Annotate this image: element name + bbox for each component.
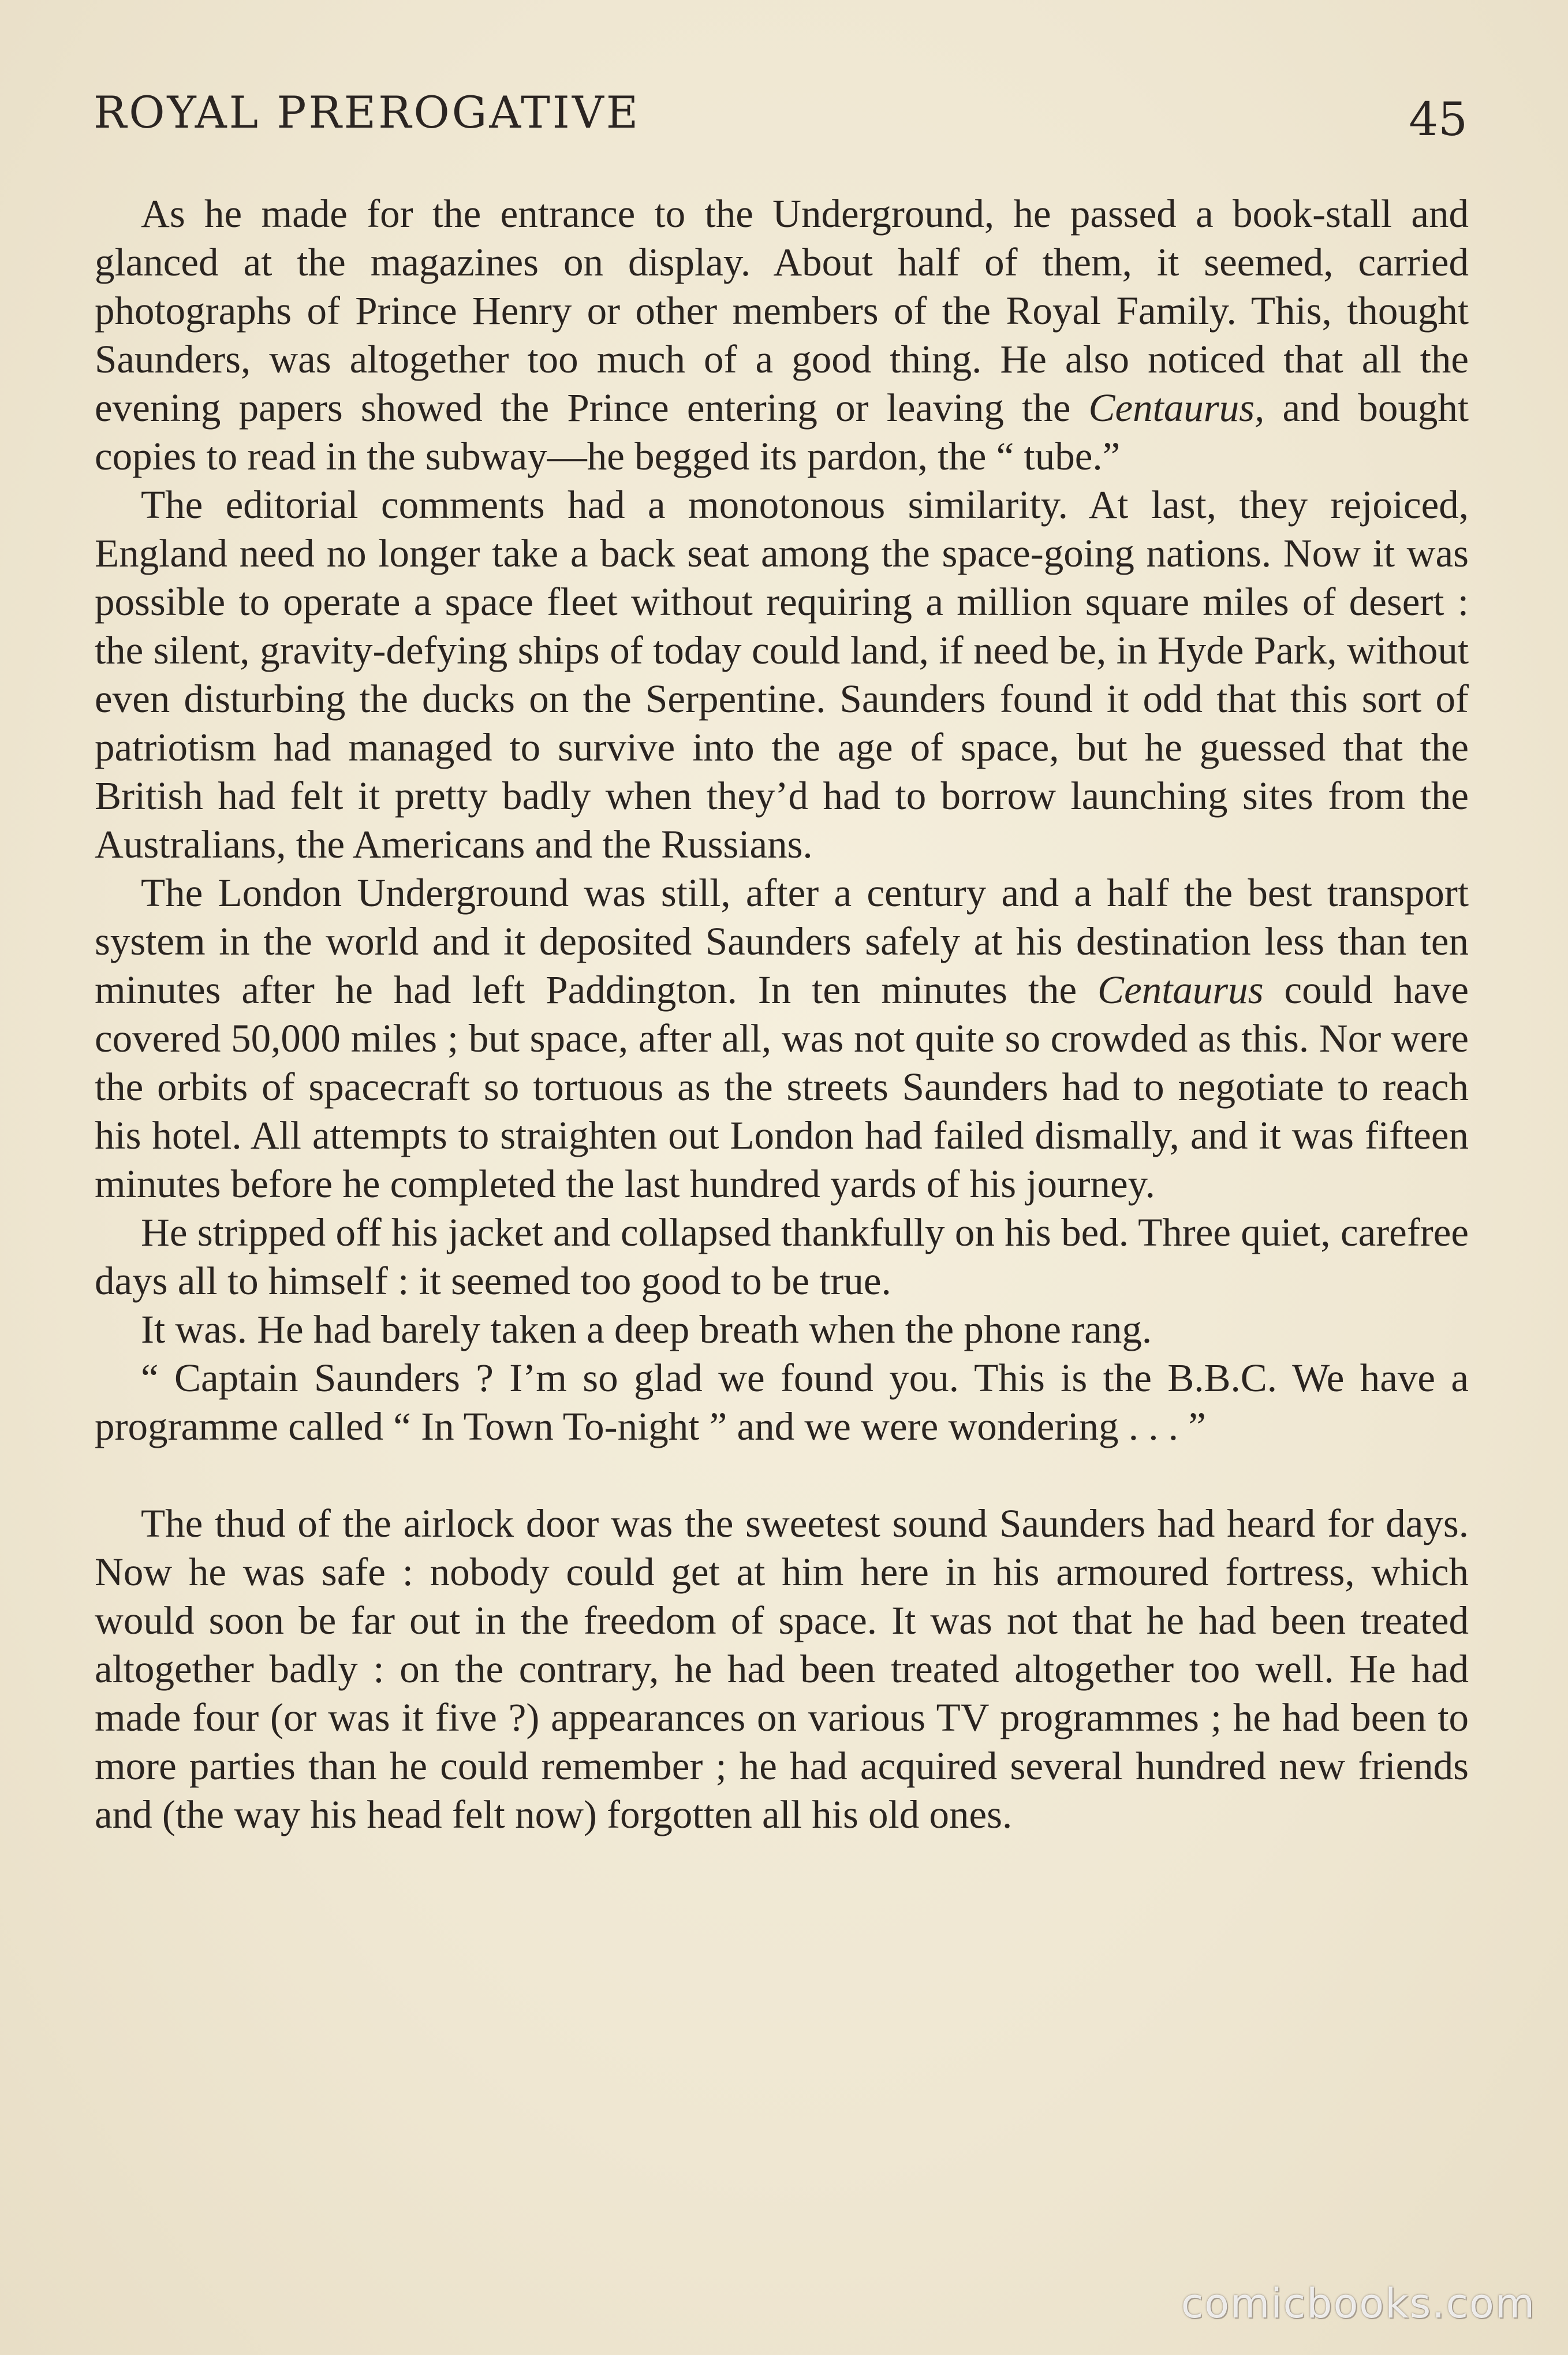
text-run: The London Underground was still, after a century and a half the best transport system in the world and it deposited Saunders safely at his destination less than ten minutes after he had left Paddington. In ten minutes the	[95, 871, 1469, 1012]
paragraph	[95, 1208, 1469, 1305]
italic-text: Centaurus	[1097, 968, 1264, 1012]
paragraph	[95, 189, 1469, 480]
text-run: and bought copies to read in the subway—he begged its pardon, the “ tube.”	[95, 386, 1469, 478]
text-run: “ Captain Saunders ? I’m so glad we found you. This is the B.B.C. We have a programme called “ In Town To-night ” and we were wondering . . . ”	[95, 1356, 1469, 1448]
running-title: ROYAL PREROGATIVE	[94, 87, 641, 138]
text-run: The editorial comments had a monotonous similarity. At last, they rejoiced, England need no longer take a back seat among the space-going nations. Now it was possible to operate a space fleet without requiring a million square miles of desert : the silent, gravity-defying ships of today could land, if need be, in Hyde Park, without even disturbing the ducks on the Serpentine. Saunders found it odd that this sort of patriotism had managed to survive into the age of space, but he guessed that the British had felt it pretty badly when they’d had to borrow launching sites from the Australians, the Americans and the Russians.	[95, 483, 1469, 866]
italic-text: Centaurus,	[1088, 386, 1265, 430]
page-number: 45	[1409, 92, 1468, 146]
section-break	[95, 1451, 1469, 1499]
page-header	[94, 87, 1468, 150]
text-run: He stripped off his jacket and collapsed thankfully on his bed. Three quiet, carefree days all to himself : it seemed too good to be true.	[95, 1210, 1469, 1303]
text-run: could have covered 50,000 miles ; but space, after all, was not quite so crowded as this. Nor were the orbits of spacecraft so tortuous as the streets Saunders had to negotiate to reach his hotel. All attempts to straighten out London had failed dismally, and it was fifteen minutes before he completed the last hundred yards of his journey.	[95, 968, 1469, 1206]
paragraph	[95, 1305, 1469, 1354]
body-text	[95, 189, 1469, 1839]
text-run: It was. He had barely taken a deep breath when the phone rang.	[141, 1307, 1152, 1351]
text-run: The thud of the airlock door was the sweetest sound Saunders had heard for days. Now he was safe : nobody could get at him here in his armoured fortress, which would soon be far out in the freedom of space. It was not that he had been treated altogether badly : on the contrary, he had been treated altogether too well. He had made four (or was it five ?) appearances on various TV programmes ; he had been to more parties than he could remember ; he had acquired several hundred new friends and (the way his head felt now) forgotten all his old ones.	[95, 1501, 1469, 1836]
paragraph	[95, 869, 1469, 1208]
paragraph	[95, 1354, 1469, 1451]
paragraph	[95, 480, 1469, 869]
text-run: As he made for the entrance to the Underground, he passed a book-stall and glanced at the magazines on display. About half of them, it seemed, carried photographs of Prince Henry or other members of the Royal Family. This, thought Saunders, was altogether too much of a good thing. He also noticed that all the evening papers showed the Prince entering or leaving the	[95, 192, 1469, 430]
watermark: comicbooks.com	[1181, 2280, 1536, 2327]
paragraph	[95, 1499, 1469, 1839]
